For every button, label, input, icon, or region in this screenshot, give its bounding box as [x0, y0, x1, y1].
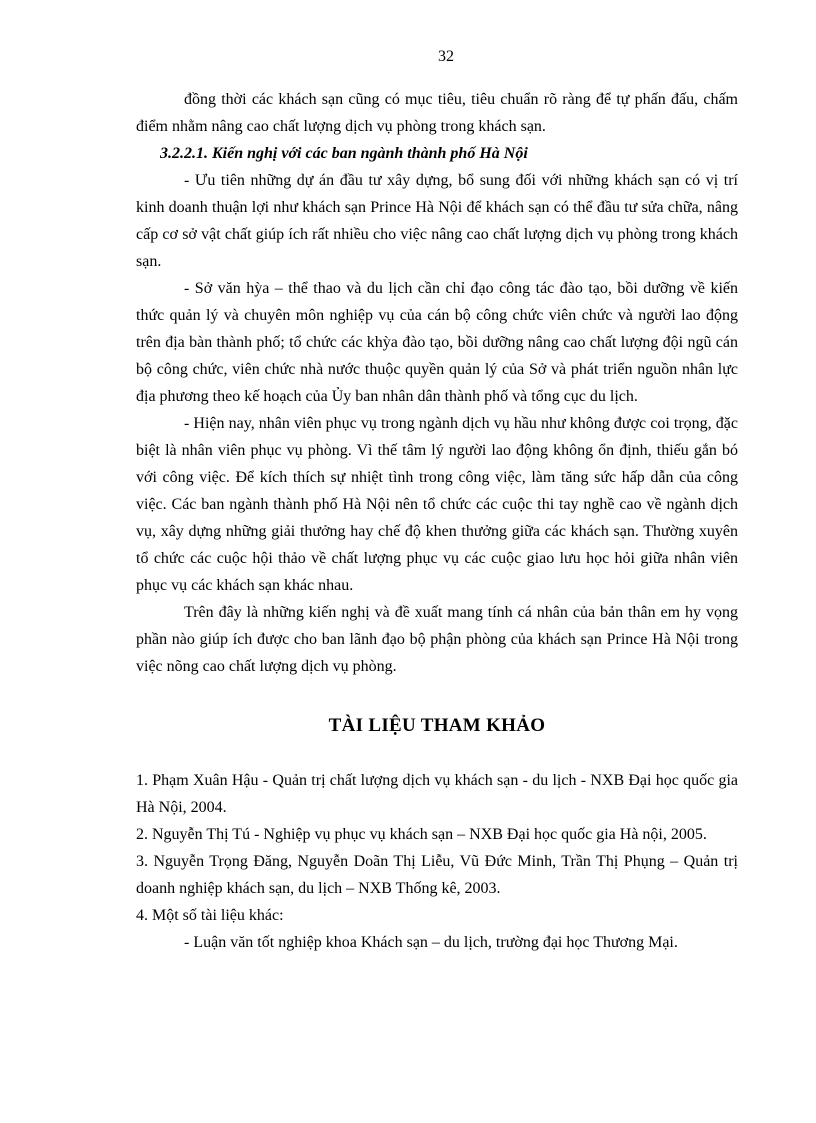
paragraph-culture-department: - Sở văn hỳa – thể thao và du lịch cần chỉ đạo công tác đào tạo, bồi dưỡng về kiến thức quản lý và chuyên môn nghiệp vụ của cán bộ công chức viên chức và người lao động trên địa bàn thành phố; tổ chức các khỳa đào tạo, bồi dưỡng nâng cao chất lượng đội ngũ cán bộ công chức, viên chức nhà nước thuộc quyền quản lý của Sở và phát triển nguồn nhân lực địa phương theo kế hoạch của Ủy ban nhân dân thành phố và tổng cục du lịch. [136, 280, 738, 405]
section-subheading: 3.2.2.1. Kiến nghị với các ban ngành thành phố Hà Nội [160, 145, 528, 162]
references-title: TÀI LIỆU THAM KHẢO [328, 715, 546, 736]
document-body [136, 86, 738, 956]
paragraph-staff-recognition: - Hiện nay, nhân viên phục vụ trong ngành dịch vụ hầu như không được coi trọng, đặc biệt là nhân viên phục vụ phòng. Vì thế tâm lý người lao động không ổn định, thiếu gắn bó với công việc. Để kích thích sự nhiệt tình trong công việc, làm tăng sức hấp dẫn của công việc. Các ban ngành thành phố Hà Nội nên tổ chức các cuộc thi tay nghề cao về ngành dịch vụ, xây dựng những giải thưởng hay chế độ khen thưởng giữa các khách sạn. Thường xuyên tổ chức các cuộc hội thảo về chất lượng phục vụ các cuộc giao lưu học hỏi giữa nhân viên phục vụ các khách sạn khác nhau. [136, 415, 738, 594]
page-number: 32 [438, 48, 454, 65]
reference-item: 2. Nguyễn Thị Tú - Nghiệp vụ phục vụ khách sạn – NXB Đại học quốc gia Hà nội, 2005. [136, 826, 707, 843]
paragraph-priority-investment: - Ưu tiên những dự án đầu tư xây dựng, bổ sung đối với những khách sạn có vị trí kinh doanh thuận lợi như khách sạn Prince Hà Nội để khách sạn có thể đầu tư sửa chữa, nâng cấp cơ sở vật chất giúp ích rất nhiều cho việc nâng cao chất lượng dịch vụ phòng trong khách sạn. [136, 172, 738, 270]
paragraph-conclusion: Trên đây là những kiến nghị và đề xuất mang tính cá nhân của bản thân em hy vọng phần nào giúp ích được cho ban lãnh đạo bộ phận phòng của khách sạn Prince Hà Nội trong việc nõng cao chất lượng dịch vụ phòng. [136, 604, 738, 675]
reference-item: 4. Một số tài liệu khác: [136, 907, 284, 924]
intro-paragraph: đồng thời các khách sạn cũng có mục tiêu, tiêu chuẩn rõ ràng để tự phấn đấu, chấm điểm nhằm nâng cao chất lượng dịch vụ phòng trong khách sạn. [136, 91, 738, 135]
reference-item: 1. Phạm Xuân Hậu - Quản trị chất lượng dịch vụ khách sạn - du lịch - NXB Đại học quốc gia Hà Nội, 2004. [136, 772, 738, 816]
reference-item: 3. Nguyễn Trọng Đăng, Nguyễn Doãn Thị Liễu, Vũ Đức Minh, Trần Thị Phụng – Quản trị doanh nghiệp khách sạn, du lịch – NXB Thống kê, 2003. [136, 853, 738, 897]
reference-subitem: - Luận văn tốt nghiệp khoa Khách sạn – du lịch, trường đại học Thương Mại. [184, 934, 678, 951]
